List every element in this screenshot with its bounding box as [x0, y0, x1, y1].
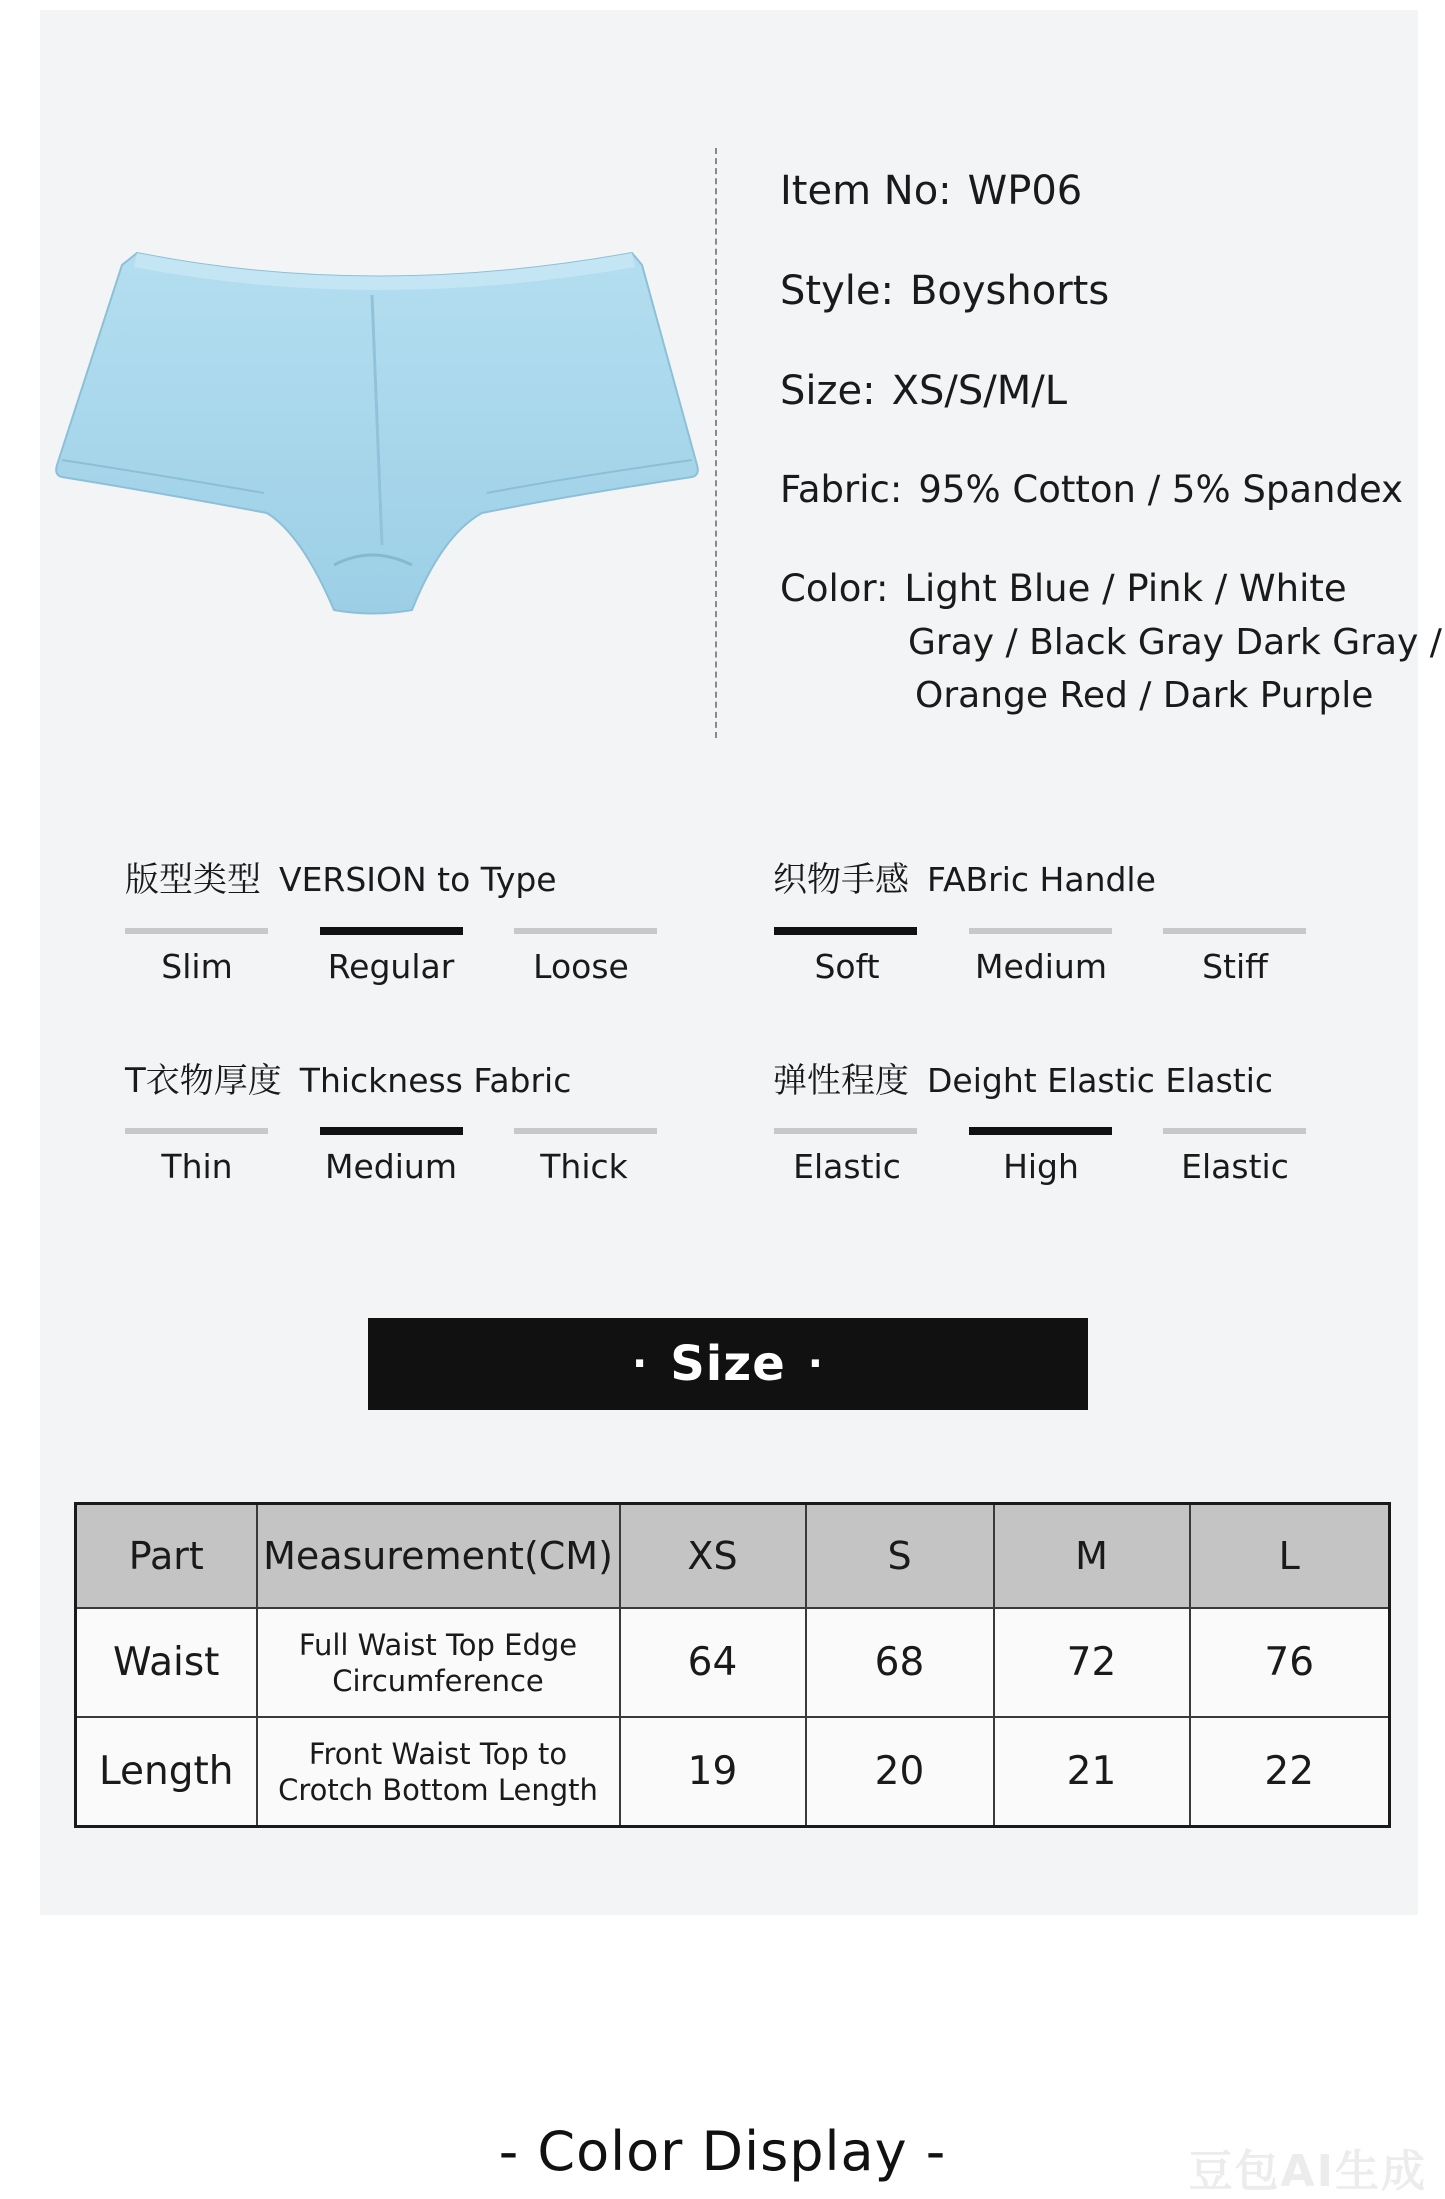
spec-label: Item No:: [780, 168, 952, 214]
attr-option-high: High: [1003, 1147, 1079, 1186]
attr-bar-version-0: [125, 928, 268, 934]
attr-option-regular: Regular: [327, 947, 455, 986]
attr-bar-elastic-2: [1163, 1128, 1306, 1134]
ai-watermark: 豆包AI生成: [1188, 2146, 1427, 2197]
attr-title-en: VERSION to Type: [279, 860, 557, 899]
banner-dot-left: ·: [632, 1341, 649, 1387]
table-cell-value: 20: [806, 1717, 994, 1827]
table-header-cell: Measurement(CM): [257, 1504, 620, 1609]
attr-title-version: [125, 852, 557, 901]
attr-title-en: FABric Handle: [927, 860, 1156, 899]
attr-bar-version-1-selected: [320, 927, 463, 935]
banner-label: Size: [670, 1336, 786, 1392]
spec-label: Size:: [780, 368, 876, 414]
attr-bar-elastic-0: [774, 1128, 917, 1134]
description-line: Front Waist Top to: [308, 1736, 568, 1771]
vertical-dashed-divider: [715, 148, 717, 738]
table-header-cell: M: [994, 1504, 1190, 1609]
attr-title-cn: 弹性程度: [773, 1061, 909, 1101]
attr-title-cn: 织物手感: [773, 860, 909, 900]
attr-title-thickness: [125, 1053, 571, 1102]
spec-item-no: [780, 168, 1082, 214]
size-chart-table: [74, 1502, 1391, 1828]
spec-color-line2: Gray / Black Gray Dark Gray /: [908, 622, 1442, 663]
attr-bar-version-2: [514, 928, 657, 934]
table-cell-value: 19: [620, 1717, 806, 1827]
attr-bar-thickness-1-selected: [320, 1127, 463, 1135]
table-cell-description: [257, 1608, 620, 1717]
spec-value: WP06: [967, 168, 1083, 214]
table-header-cell: L: [1190, 1504, 1390, 1609]
attr-bar-thickness-2: [514, 1128, 657, 1134]
attr-bar-handle-1: [969, 928, 1112, 934]
table-cell-part: Length: [76, 1717, 257, 1827]
attr-bar-handle-0-selected: [774, 927, 917, 935]
attr-option-elastic: Elastic: [793, 1147, 901, 1186]
table-cell-value: 72: [994, 1608, 1190, 1717]
spec-size: [780, 368, 1067, 414]
spec-color: [780, 567, 1347, 610]
attr-bar-thickness-0: [125, 1128, 268, 1134]
description-line: Full Waist Top Edge: [298, 1627, 578, 1662]
boyshorts-product-image: [52, 245, 702, 625]
attr-option-slim: Slim: [161, 947, 233, 986]
table-cell-value: 68: [806, 1608, 994, 1717]
table-cell-part: Waist: [76, 1608, 257, 1717]
table-row: [76, 1608, 1390, 1717]
attr-option-soft: Soft: [814, 947, 880, 986]
attr-title-elastic: [773, 1053, 1273, 1102]
attr-bar-handle-2: [1163, 928, 1306, 934]
attr-title-cn: T衣物厚度: [125, 1061, 282, 1101]
table-cell-description: [257, 1717, 620, 1827]
description-line: Crotch Bottom Length: [278, 1772, 598, 1807]
table-cell-value: 22: [1190, 1717, 1390, 1827]
table-header-cell: Part: [76, 1504, 257, 1609]
attr-option-elastic-2: Elastic: [1181, 1147, 1289, 1186]
attr-option-stiff: Stiff: [1202, 947, 1268, 986]
table-cell-value: 21: [994, 1717, 1190, 1827]
attr-option-thick: Thick: [540, 1147, 628, 1186]
spec-color-line3: Orange Red / Dark Purple: [915, 675, 1374, 716]
attr-bar-elastic-1-selected: [969, 1127, 1112, 1135]
spec-value: Boyshorts: [909, 268, 1110, 314]
attr-title-handle: [773, 852, 1156, 901]
table-row: [76, 1717, 1390, 1827]
spec-value: Light Blue / Pink / White: [904, 567, 1347, 610]
attr-title-en: Deight Elastic Elastic: [927, 1061, 1274, 1100]
size-section-banner: [368, 1318, 1088, 1410]
spec-value: XS/S/M/L: [891, 368, 1068, 414]
banner-dot-right: ·: [807, 1341, 824, 1387]
spec-label: Color:: [780, 567, 889, 610]
attr-title-cn: 版型类型: [125, 860, 261, 900]
attr-option-thin: Thin: [161, 1147, 233, 1186]
table-header-cell: S: [806, 1504, 994, 1609]
attr-option-loose: Loose: [533, 947, 629, 986]
table-cell-value: 76: [1190, 1608, 1390, 1717]
spec-value: 95% Cotton / 5% Spandex: [918, 468, 1403, 511]
attr-title-en: Thickness Fabric: [299, 1061, 572, 1100]
spec-fabric: [780, 468, 1403, 511]
table-header-cell: XS: [620, 1504, 806, 1609]
color-display-heading: - Color Display -: [498, 2120, 947, 2183]
description-line: Circumference: [332, 1663, 544, 1698]
spec-style: [780, 268, 1109, 314]
table-cell-value: 64: [620, 1608, 806, 1717]
attr-option-medium: Medium: [325, 1147, 457, 1186]
attr-option-medium: Medium: [975, 947, 1107, 986]
table-header-row: [76, 1504, 1390, 1609]
spec-label: Fabric:: [780, 468, 903, 511]
spec-label: Style:: [780, 268, 894, 314]
